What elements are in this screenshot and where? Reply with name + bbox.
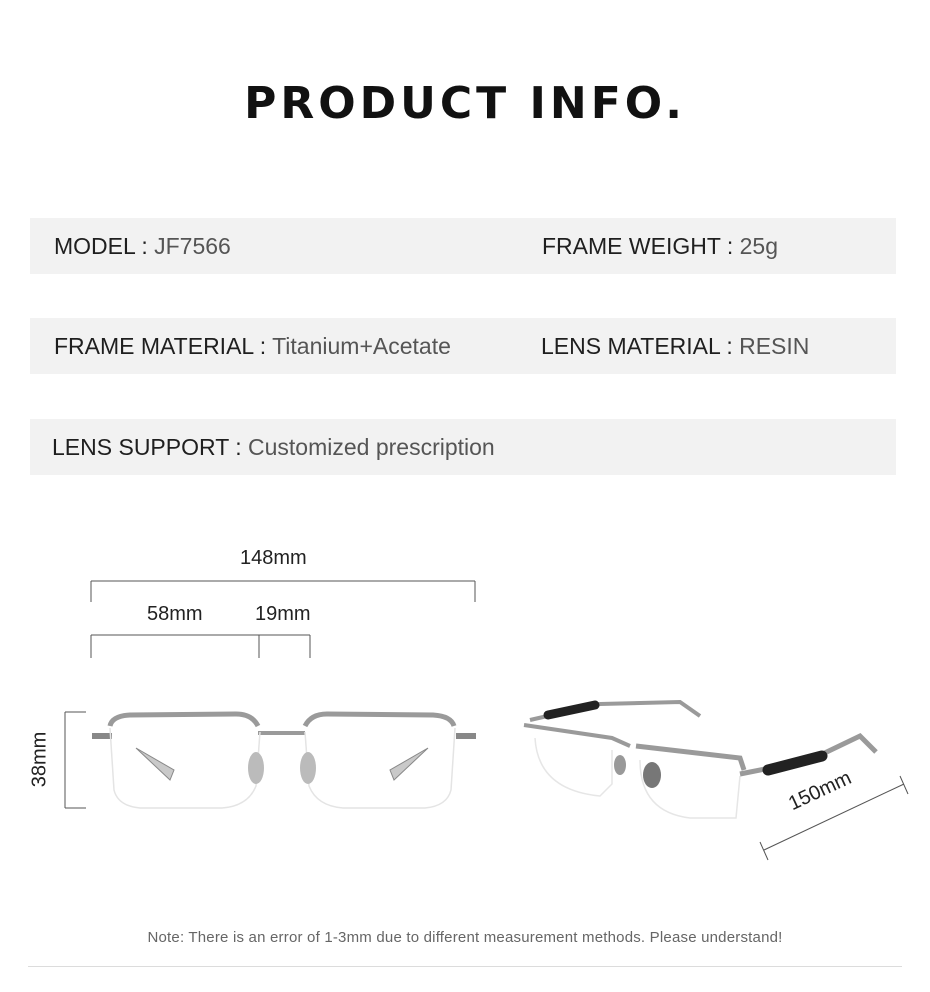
- bridge-width-label: 19mm: [255, 603, 311, 625]
- frame-weight-label: FRAME WEIGHT :: [542, 233, 740, 259]
- lens-height-label: 38mm: [28, 731, 51, 788]
- temple-length-label: 150mm: [785, 766, 855, 816]
- model-label: MODEL :: [54, 233, 155, 259]
- total-width-dimension-line: [91, 581, 475, 602]
- lens-support-value: Customized prescription: [248, 434, 495, 460]
- measurement-note: Note: There is an error of 1-3mm due to different measurement methods. Please understand!: [147, 929, 783, 946]
- model-value: JF7566: [154, 233, 231, 259]
- frame-material-label: FRAME MATERIAL :: [54, 333, 273, 359]
- lens-material-label: LENS MATERIAL :: [541, 333, 740, 359]
- total-width-label: 148mm: [240, 547, 307, 569]
- frame-weight-value: 25g: [739, 233, 779, 259]
- lens-support-label: LENS SUPPORT :: [52, 434, 248, 460]
- front-view-glasses-image: [92, 714, 476, 808]
- page-title: PRODUCT INFO.: [244, 78, 686, 129]
- lens-material-value: RESIN: [739, 333, 810, 359]
- lens-width-label: 58mm: [147, 603, 203, 625]
- frame-material-value: Titanium+Acetate: [272, 333, 451, 359]
- lens-bridge-dimension-line: [91, 635, 310, 658]
- lens-height-dimension-line: [65, 712, 86, 808]
- bottom-divider: [28, 966, 902, 967]
